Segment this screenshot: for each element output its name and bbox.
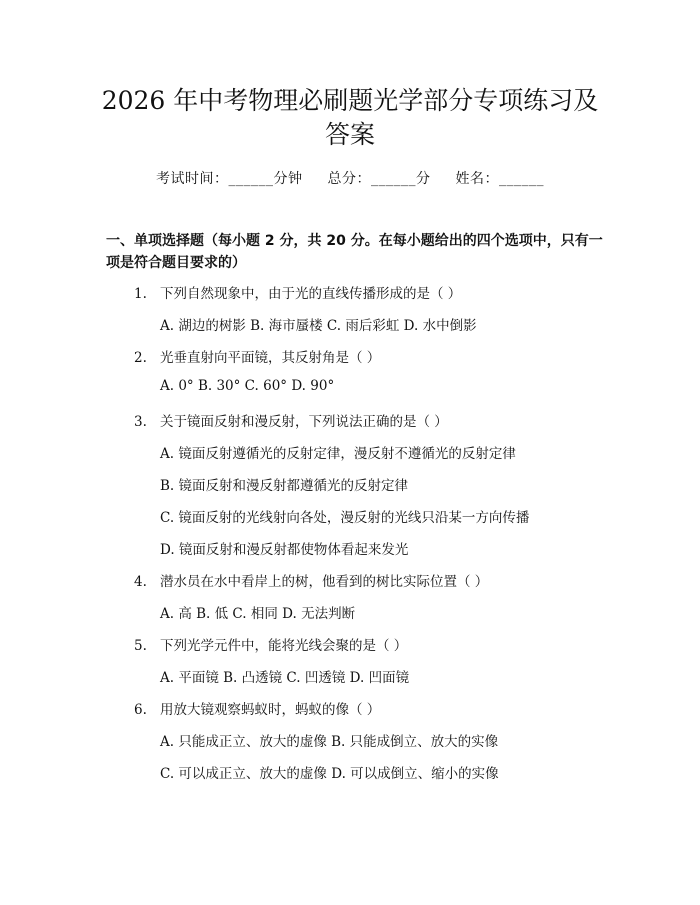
question-number: 4. <box>134 574 147 590</box>
question-text: 光垂直射向平面镜，其反射角是（ ） <box>160 350 381 366</box>
question-option: C. 可以成正立、放大的虚像 D. 可以成倒立、缩小的实像 <box>160 766 499 782</box>
question-number: 6. <box>134 702 147 718</box>
question-text: 用放大镜观察蚂蚁时，蚂蚁的像（ ） <box>160 702 381 718</box>
question-option: A. 只能成正立、放大的虚像 B. 只能成倒立、放大的实像 <box>160 734 499 750</box>
question-text: 下列自然现象中，由于光的直线传播形成的是（ ） <box>160 286 462 302</box>
question <box>134 410 448 430</box>
question-option: B. 镜面反射和漫反射都遵循光的反射定律 <box>160 478 409 494</box>
title-line-2: 答案 <box>324 120 375 149</box>
question-options: A. 0° B. 30° C. 60° D. 90° <box>160 378 335 394</box>
question-number: 2. <box>134 350 147 366</box>
question <box>134 570 488 590</box>
question-options: A. 高 B. 低 C. 相同 D. 无法判断 <box>160 606 356 622</box>
question <box>134 634 407 654</box>
student-name: 姓名：______ <box>455 171 544 187</box>
page-title <box>60 84 640 152</box>
question-option: A. 镜面反射遵循光的反射定律，漫反射不遵循光的反射定律 <box>160 446 516 462</box>
question-option: D. 镜面反射和漫反射都使物体看起来发光 <box>160 542 409 558</box>
question-option: C. 镜面反射的光线射向各处，漫反射的光线只沿某一方向传播 <box>160 510 530 526</box>
question-number: 1. <box>134 286 147 302</box>
section-heading: 一、单项选择题（每小题 2 分，共 20 分。在每小题给出的四个选项中，只有一项是符合题目要求的） <box>106 233 603 271</box>
question-number: 3. <box>134 414 147 430</box>
question <box>134 698 380 718</box>
question-options: A. 湖边的树影 B. 海市蜃楼 C. 雨后彩虹 D. 水中倒影 <box>160 318 477 334</box>
question-options: A. 平面镜 B. 凸透镜 C. 凹透镜 D. 凹面镜 <box>160 670 410 686</box>
question-text: 下列光学元件中，能将光线会聚的是（ ） <box>160 638 408 654</box>
question-text: 潜水员在水中看岸上的树，他看到的树比实际位置（ ） <box>160 574 489 590</box>
question <box>134 282 461 302</box>
exam-score: 总分：______分 <box>327 171 431 187</box>
question-text: 关于镜面反射和漫反射，下列说法正确的是（ ） <box>160 414 448 430</box>
question <box>134 346 380 366</box>
question-number: 5. <box>134 638 147 654</box>
title-line-1: 2026 年中考物理必刷题光学部分专项练习及 <box>101 86 599 115</box>
exam-info <box>0 168 700 188</box>
exam-time: 考试时间：______分钟 <box>156 171 303 187</box>
